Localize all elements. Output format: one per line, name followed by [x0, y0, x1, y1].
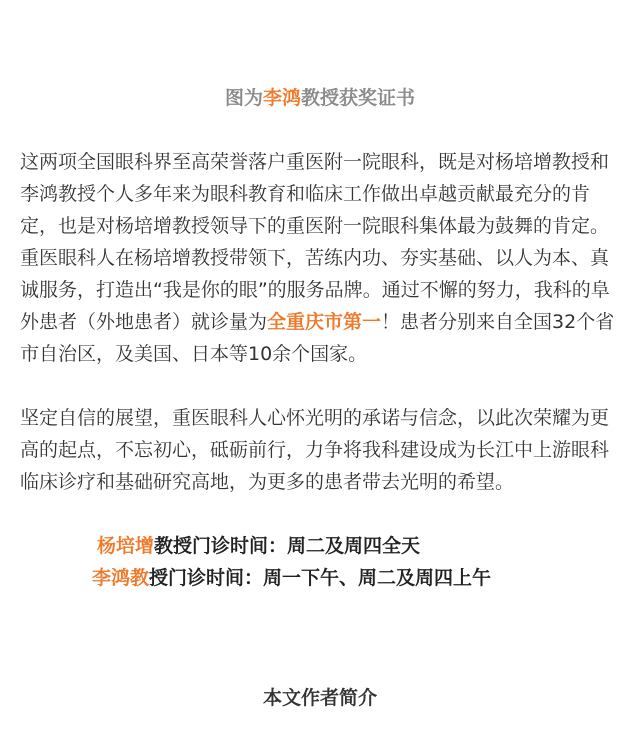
clinic-doctor-name-1: 杨培增 — [97, 535, 155, 557]
caption-suffix: 教授获奖证书 — [301, 87, 416, 109]
clinic-hours-text-2: 授门诊时间：周一下午、周二及周四上午 — [149, 567, 492, 589]
paragraph1-highlight: 全重庆市第一 — [267, 311, 382, 333]
paragraph-achievements — [20, 146, 624, 370]
caption-name-highlight: 李鸿 — [262, 87, 301, 109]
clinic-hours-text-1: 教授门诊时间：周二及周四全天 — [154, 535, 421, 557]
paragraph-outlook: 坚定自信的展望，重医眼科人心怀光明的承诺与信念，以此次荣耀为更高的起点，不忘初心，砥砺前行，力争将我科建设成为长江中上游眼科临床诊疗和基础研究高地，为更多的患者带去光明的希望。 — [20, 407, 610, 493]
figure-caption — [0, 84, 640, 112]
caption-prefix: 图为 — [224, 87, 263, 109]
paragraph1-text-before: 这两项全国眼科界至高荣誉落户重医附一院眼科，既是对杨培增教授和李鸿教授个人多年来为眼科教育和临床工作做出卓越贡献最充分的肯定，也是对杨培增教授领导下的重医附一院眼科集体最为鼓舞的肯定。重医眼科人在杨培增教授带领下，苦练内功、夯实基础、以人为本、真诚服务，打造出“我是你的眼”的服务品牌。通过不懈的努力，我科的阜外患者（外地患者）就诊量为 — [20, 151, 610, 333]
clinic-hours-line-1 — [97, 532, 420, 560]
paragraph1-text-after: ！患者分别来自全国32个省市自治区，及美国、日本等10余个国家。 — [20, 311, 615, 365]
author-heading: 本文作者简介 — [262, 687, 377, 709]
clinic-doctor-name-2: 李鸿教 — [92, 567, 150, 589]
clinic-hours-line-2 — [92, 564, 491, 592]
